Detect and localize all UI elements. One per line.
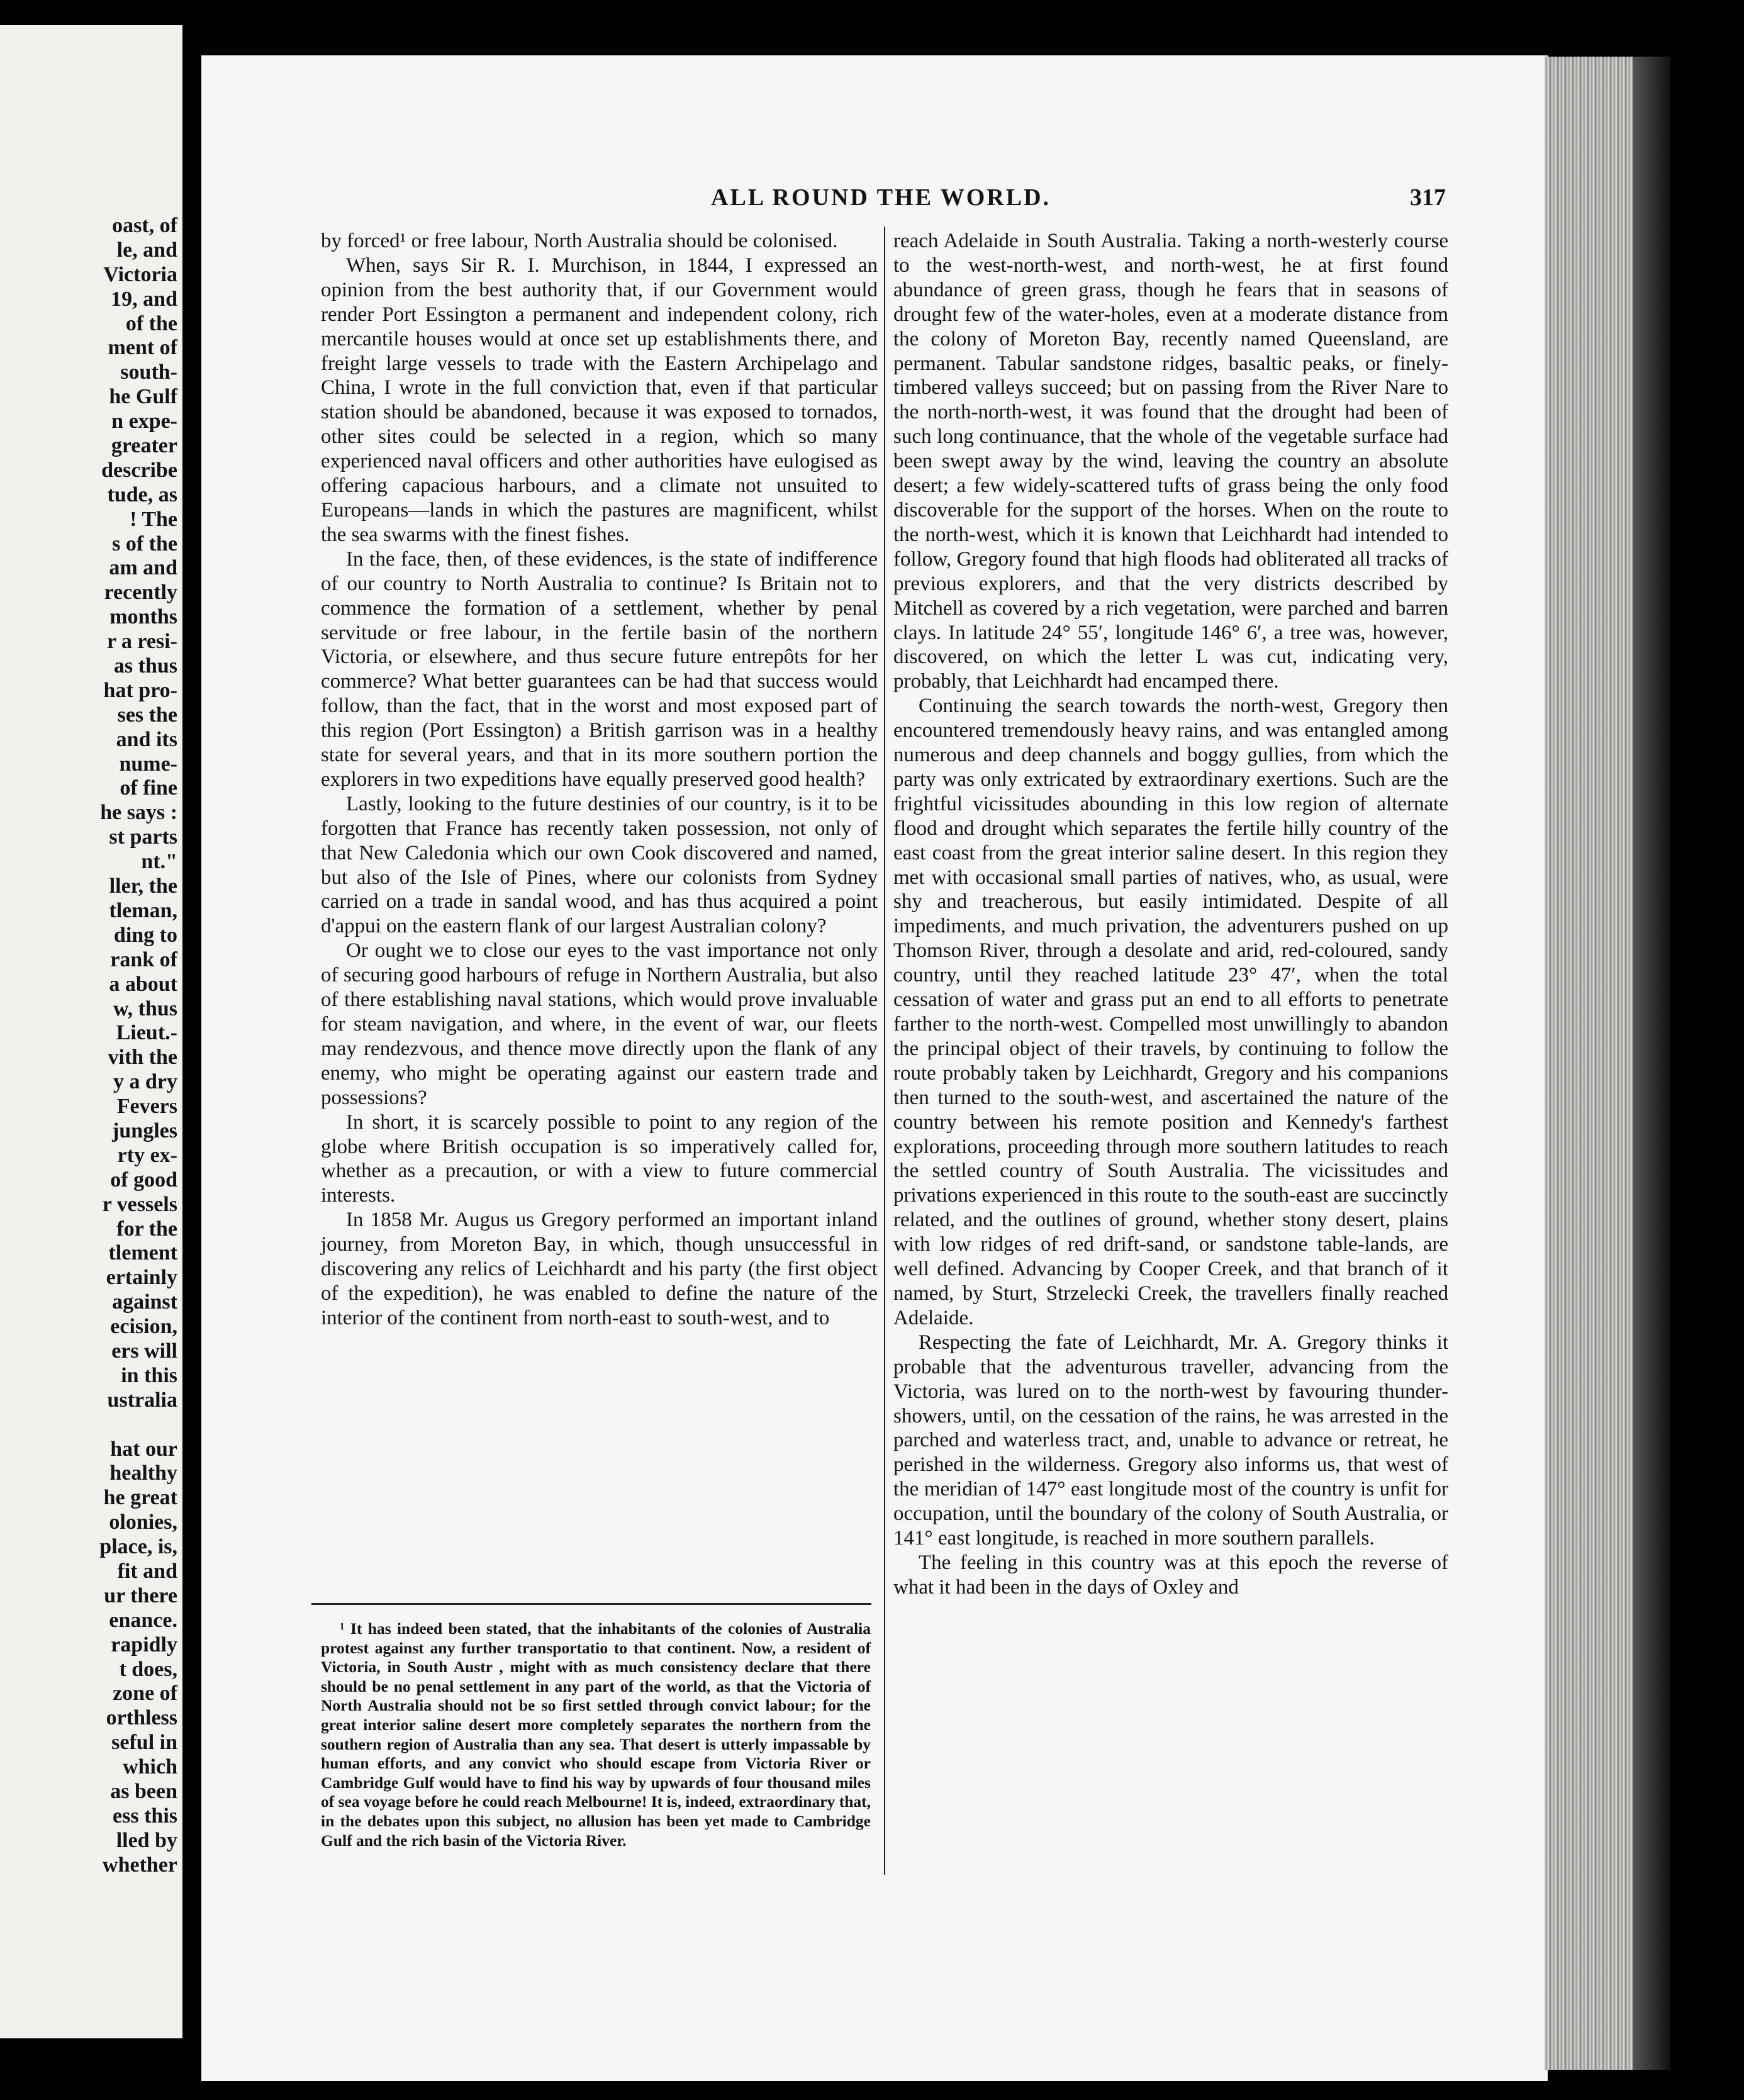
facing-page-line: against bbox=[112, 1290, 177, 1314]
facing-page-line: zone of bbox=[113, 1682, 177, 1706]
facing-page-line: which bbox=[123, 1755, 177, 1779]
paragraph: reach Adelaide in South Australia. Taking a north-westerly course to the west-north-west, and north-west, he at first found abundance of green grass, though he fears that in seasons of drought few of the water-holes, even at a moderate distance from the colony of Moreton Bay, recently named Queensland, are permanent. Tabular sandstone ridges, basaltic peaks, or finely-timbered valleys succeed; but on passing from the River Nare to the north-north-west, it was found that the drought had been of such long continuance, that the whole of the vegetable surface had been swept away by the wind, leaving the country an absolute desert; a few widely-scattered tufts of grass being the only food discoverable for the support of the horses. When on the route to the north-west, which it is known that Leichhardt had intended to follow, Gregory found that high floods had obliterated all tracks of previous explorers, and that the very districts described by Mitchell as covered by a rich vegetation, were parched and barren clays. In latitude 24° 55′, longitude 146° 6′, a tree was, however, discovered, on which the letter L was cut, indicating very, probably, that Leichhardt had encamped there. bbox=[893, 230, 1448, 693]
facing-page-line: 19, and bbox=[111, 287, 177, 311]
facing-page-line: ! The bbox=[130, 507, 177, 531]
facing-page-line: n expe- bbox=[111, 410, 177, 433]
footnote-text: ¹ It has indeed been stated, that the inhabitants of the colonies of Australia protest against any further transportatio to that continent. Now, a resident of Victoria, in South Austr , might with as much consistency declare that there should be no penal settlement in any part of the world, as that the Victoria of North Australia should not be so first settled through convict labour; for the great interior saline desert more completely separates the northern from the southern region of Australia than any sea. That desert is utterly impassable by human efforts, and any convict who should escape from Victoria River or Cambridge Gulf would have to find his way by upwards of four thousand miles of sea voyage before he could reach Melbourne! It is, indeed, extraordinary that, in the debates upon this subject, no allusion has been yet made to Cambridge Gulf and the rich basin of the Victoria River. bbox=[321, 1619, 871, 1850]
facing-page-line: lled by bbox=[116, 1828, 177, 1852]
facing-page-line: Lieut.- bbox=[116, 1021, 177, 1045]
facing-page-line: greater bbox=[111, 434, 177, 458]
page-edges bbox=[1545, 57, 1633, 2070]
facing-page-line bbox=[0, 1413, 177, 1438]
column-divider bbox=[884, 226, 885, 1875]
facing-page-line: ustralia bbox=[107, 1388, 177, 1412]
facing-page-line: rty ex- bbox=[117, 1143, 177, 1167]
facing-page-text bbox=[0, 214, 177, 1878]
facing-page-line: enance. bbox=[109, 1608, 177, 1632]
facing-page-line: he great bbox=[103, 1486, 177, 1510]
facing-page-line: s of the bbox=[112, 532, 177, 556]
page-number: 317 bbox=[1410, 184, 1446, 211]
book-edge-shadow bbox=[1633, 57, 1670, 2070]
facing-page-line: ess this bbox=[113, 1804, 177, 1828]
facing-page-line: in this bbox=[121, 1363, 177, 1387]
facing-page-line: ding to bbox=[113, 923, 177, 947]
running-header: ALL ROUND THE WORLD. bbox=[711, 184, 1051, 211]
facing-page-line: Fevers bbox=[116, 1095, 177, 1119]
facing-page-line: ses the bbox=[117, 703, 177, 727]
paragraph: by forced¹ or free labour, North Australia should be colonised. bbox=[321, 230, 838, 252]
facing-page-line: jungles bbox=[112, 1119, 177, 1142]
facing-page-line: ecision, bbox=[110, 1315, 177, 1339]
facing-page-line: am and bbox=[109, 556, 177, 580]
facing-page-line: describe bbox=[101, 458, 177, 482]
right-column bbox=[893, 229, 1448, 1600]
facing-page-line: w, thus bbox=[113, 997, 177, 1020]
footnote bbox=[321, 1619, 871, 1850]
facing-page-line: nume- bbox=[119, 752, 177, 776]
facing-page-line: ertainly bbox=[106, 1266, 177, 1290]
facing-page-line: hat our bbox=[110, 1437, 177, 1461]
facing-page-line: vith the bbox=[108, 1046, 177, 1070]
facing-page-line: olonies, bbox=[109, 1511, 177, 1534]
left-column bbox=[321, 229, 878, 1331]
paragraph: Respecting the fate of Leichhardt, Mr. A. Gregory thinks it probable that the adventurous traveller, advancing from the Victoria, was lured on to the north-west by favouring thunder-showers, until, on the cessation of the rains, he was arrested in the parched and waterless tract, and, unable to advance or retreat, he perished in the wilderness. Gregory also informs us, that west of the meridian of 147° east longitude most of the country is unfit for occupation, until the boundary of the colony of South Australia, or 141° east longitude, is reached in more southern parallels. bbox=[893, 1331, 1448, 1550]
facing-page-line: healthy bbox=[109, 1461, 177, 1485]
facing-page-line: of fine bbox=[120, 776, 177, 800]
facing-page-line: ment of bbox=[108, 336, 177, 360]
facing-page-line: orthless bbox=[106, 1706, 177, 1730]
paragraph: Lastly, looking to the future destinies of our country, is it to be forgotten that France has recently taken possession, not only of that New Caledonia which our own Cook discovered and named, but also of the Isle of Pines, where our colonists from Sydney carried on a trade in sandal wood, and has thus acquired a point d'appui on the eastern flank of our largest Australian colony? bbox=[321, 792, 878, 938]
facing-page bbox=[0, 25, 182, 2038]
facing-page-line: of good bbox=[110, 1168, 177, 1192]
facing-page-line: a about bbox=[109, 972, 177, 996]
facing-page-line: t does, bbox=[119, 1657, 177, 1681]
facing-page-line: south- bbox=[120, 360, 177, 384]
facing-page-line: y a dry bbox=[113, 1070, 177, 1094]
facing-page-line: place, is, bbox=[99, 1535, 177, 1559]
facing-page-line: rank of bbox=[110, 947, 177, 971]
facing-page-line: oast, of bbox=[112, 214, 177, 237]
paragraph: When, says Sir R. I. Murchison, in 1844, I expressed an opinion from the best authority that, if our Government would render Port Essington a permanent and independent colony, rich mercantile houses would at once set up establishments there, and freight large vessels to trade with the Eastern Archipelago and China, I wrote in the full conviction that, even if that particular station should be abandoned, because it was exposed to tornados, other sites could be selected in a region, which so many experienced naval officers and other authorities have eulogised as offering capacious harbours, and a climate not unsuited to Europeans—lands in which the pastures are magnificent, whilst the sea swarms with the finest fishes. bbox=[321, 254, 878, 546]
facing-page-line: for the bbox=[116, 1217, 177, 1241]
facing-page-line: hat pro- bbox=[103, 678, 177, 702]
facing-page-line: as thus bbox=[113, 654, 177, 678]
facing-page-line: r vessels bbox=[102, 1192, 177, 1216]
facing-page-line: seful in bbox=[111, 1731, 177, 1755]
facing-page-line: st parts bbox=[109, 825, 177, 849]
facing-page-line: r a resi- bbox=[106, 630, 177, 654]
facing-page-line: ers will bbox=[111, 1339, 177, 1363]
paragraph: In the face, then, of these evidences, is the state of indifference of our country to North Australia to continue? Is Britain not to commence the formation of a settlement, whether by penal servitude or free labour, in the fertile basin of the northern Victoria, or elsewhere, and thus secure future entrepôts for her commerce? What better guarantees can be had that success would follow, than the fact, that in the worst and most exposed part of this region (Port Essington) a British garrison was in a healthy state for several years, and that in its more southern portion the explorers in two expeditions have equally preserved good health? bbox=[321, 547, 878, 791]
facing-page-line: Victoria bbox=[103, 262, 177, 286]
facing-page-line: fit and bbox=[117, 1559, 177, 1583]
facing-page-line: months bbox=[109, 605, 177, 629]
facing-page-line: tleman, bbox=[109, 898, 177, 922]
paragraph: In 1858 Mr. Augus us Gregory performed an important inland journey, from Moreton Bay, in which, though unsuccessful in discovering any relics of Leichhardt and his party (the first object of the expedition), he was enabled to define the nature of the interior of the continent from north-east to south-west, and to bbox=[321, 1209, 878, 1329]
footnote-rule bbox=[311, 1603, 871, 1605]
paragraph: The feeling in this country was at this epoch the reverse of what it had been in the days of Oxley and bbox=[893, 1551, 1448, 1599]
facing-page-line: of the bbox=[125, 311, 177, 335]
facing-page-line: tude, as bbox=[107, 483, 177, 506]
paragraph: Continuing the search towards the north-west, Gregory then encountered tremendously heavy rains, and was entangled among numerous and deep channels and boggy gullies, from which the party was only extricated by extraordinary exertions. Such are the frightful vicissitudes abounding in this low region of alternate flood and drought which separates the fertile hilly country of the east coast from the great interior saline desert. In this region they met with occasional small parties of natives, who, as usual, were shy and treacherous, but easily intimidated. Despite of all impediments, and much privation, the adventurers pushed on up Thomson River, through a desolate and arid, red-coloured, sandy country, until they reached latitude 23° 47′, when the total cessation of water and grass put an end to all efforts to penetrate farther to the north-west. Compelled most unwillingly to abandon the principal object of their travels, by continuing to follow the route probably taken by Leichhardt, Gregory and his companions then turned to the south-west, and ascertained the nature of the country between his remote position and Kennedy's farthest explorations, proceeding through more southern latitudes to reach the settled country of South Australia. The vicissitudes and privations experienced in this route to the south-east are succinctly related, and the outlines of ground, whether stony desert, plains with low ridges of red drift-sand, or sandstone table-lands, are well defined. Advancing by Cooper Creek, and that branch of it named, by Sturt, Strzelecki Creek, the travellers finally reached Adelaide. bbox=[893, 695, 1448, 1329]
facing-page-line: he says : bbox=[100, 801, 177, 825]
facing-page-line: le, and bbox=[116, 238, 177, 262]
paragraph: Or ought we to close our eyes to the vast importance not only of securing good harbours of refuge in Northern Australia, but also of there establishing naval stations, which would prove invaluable for steam navigation, and where, in the event of war, our fleets may rendezvous, and thence move directly upon the flank of any enemy, who might be operating against our eastern trade and possessions? bbox=[321, 939, 878, 1109]
facing-page-line: he Gulf bbox=[109, 385, 177, 409]
facing-page-line: ur there bbox=[104, 1583, 177, 1607]
facing-page-line: nt." bbox=[141, 850, 177, 874]
facing-page-line: as been bbox=[110, 1780, 177, 1803]
facing-page-line: and its bbox=[116, 727, 177, 751]
facing-page-line: recently bbox=[104, 581, 177, 605]
facing-page-line: whether bbox=[103, 1853, 177, 1877]
facing-page-line: ller, the bbox=[109, 874, 177, 898]
facing-page-line: tlement bbox=[108, 1241, 177, 1265]
facing-page-line: rapidly bbox=[111, 1633, 177, 1656]
paragraph: In short, it is scarcely possible to point to any region of the globe where British occupation is so imperatively called for, whether as a precaution, or with a view to future commercial interests. bbox=[321, 1110, 878, 1207]
